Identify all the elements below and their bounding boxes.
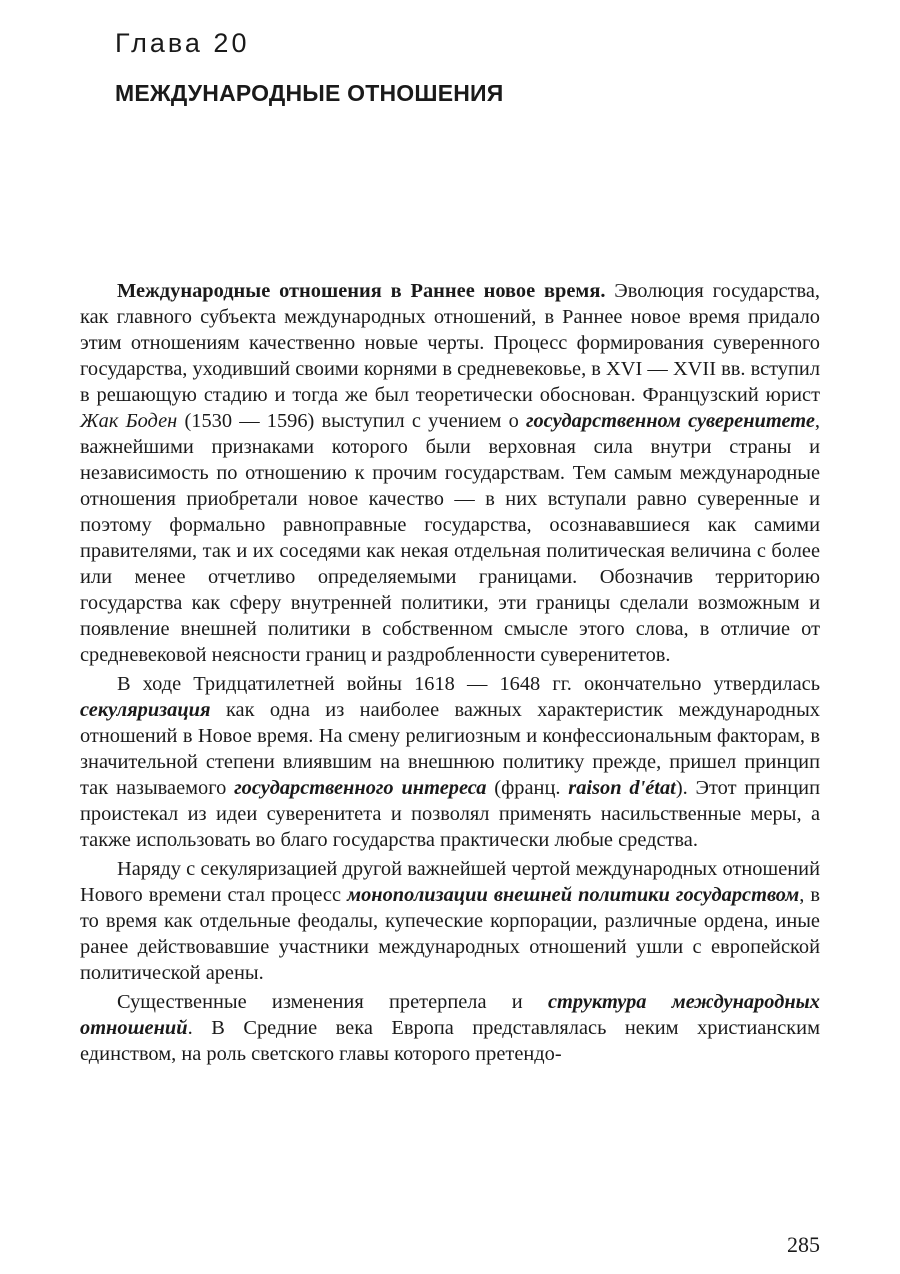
paragraph-run: Жак Боден	[80, 410, 178, 432]
paragraph-run: (франц.	[486, 777, 569, 799]
paragraph-run: государственного интереса	[234, 777, 487, 799]
paragraph-run: , в то время как отдельные феодалы, купеческие корпорации, различные ордена, иные ранее действовавшие участники международных отношений ушли с европейской политической арены.	[80, 884, 820, 984]
paragraph-run: Существенные изменения претерпела и	[117, 991, 548, 1013]
paragraph-run: как одна из наиболее важных характеристик международных отношений в Новое время. На смену религиозным и конфессиональным факторам, в значительной степени влиявшим на внешнюю политику прежде, пришел принцип так называемого	[80, 699, 820, 799]
paragraph-run: монополизации внешней политики государством	[347, 884, 800, 906]
chapter-title: МЕЖДУНАРОДНЫЕ ОТНОШЕНИЯ	[115, 80, 504, 106]
page-number: 285	[787, 1232, 820, 1257]
paragraph-run: секуляризация	[80, 699, 211, 721]
paragraph-run: ). Этот принцип проистекал из идеи суверенитета и позволял применять насильственные меры, а также использовать во благо государства практически любые средства.	[80, 777, 821, 851]
paragraph-run: В ходе Тридцатилетней войны 1618 — 1648 гг. окончательно утвердилась	[117, 673, 820, 695]
paragraph	[80, 278, 820, 668]
paragraph-run: (1530 — 1596) выступил с учением о	[177, 410, 526, 432]
paragraph-run: Международные отношения в Раннее новое время.	[117, 280, 606, 302]
paragraph	[80, 856, 820, 986]
paragraph-run: Эволюция государства, как главного субъекта международных отношений, в Раннее новое время придало этим отношениям качественно новые черты. Процесс формирования суверенного государства, уходивший своими корнями в средневековье, в XVI — XVII вв. вступил в решающую стадию и тогда же был теоретически обоснован. Французский юрист	[80, 280, 820, 406]
paragraph	[80, 671, 820, 853]
paragraph-run: . В Средние века Европа представлялась неким христианским единством, на роль светского главы которого претендо-	[80, 1017, 820, 1065]
chapter-label: Глава 20	[115, 28, 250, 58]
paragraph	[80, 989, 820, 1067]
paragraph-run: структура международных отношений	[80, 991, 820, 1039]
paragraph-run: государственном суверенитете	[525, 410, 815, 432]
paragraph-run: , важнейшими признаками которого были верховная сила внутри страны и независимость по отношению к прочим государствам. Тем самым международные отношения приобретали новое качество — в них вступали равно суверенные и поэтому формально равноправные государства, осознававшиеся как самими правителями, так и их соседями как некая отдельная политическая величина с более или менее отчетливо определяемыми границами. Обозначив территорию государства как сферу внутренней политики, эти границы сделали возможным и появление внешней политики в собственном смысле этого слова, в отличие от средневековой неясности границ и раздробленности суверенитетов.	[80, 410, 820, 666]
paragraph-run: raison d'état	[568, 777, 676, 799]
body-text	[80, 278, 820, 1070]
paragraph-run: Наряду с секуляризацией другой важнейшей чертой международных отношений Нового времени стал процесс	[80, 858, 820, 906]
